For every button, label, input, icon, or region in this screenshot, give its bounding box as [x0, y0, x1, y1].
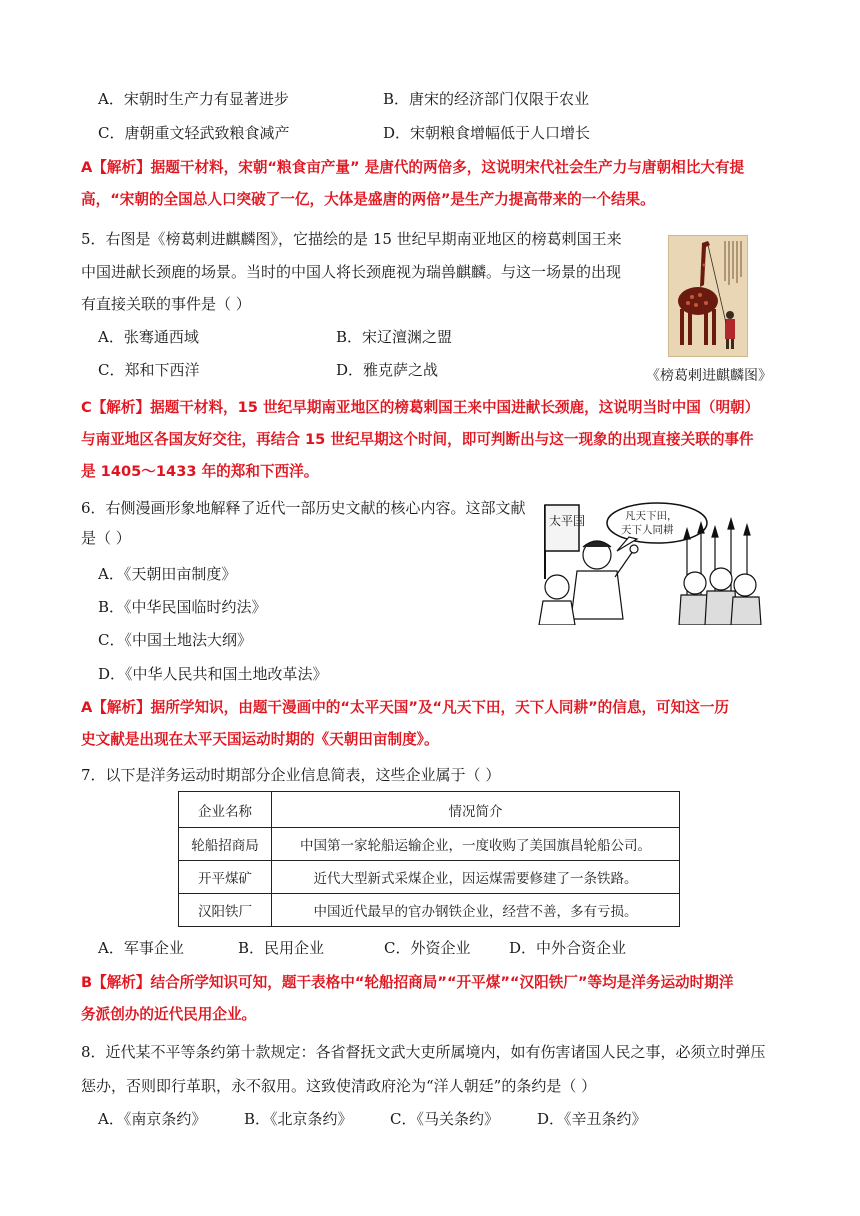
table-header-row: [179, 792, 680, 828]
q7-analysis-line: 务派创办的近代民用企业。: [81, 1006, 257, 1023]
q5-option-b: B．宋辽澶渊之盟: [336, 328, 453, 346]
table-header-desc: 情况简介: [272, 792, 680, 828]
q5-option-a: A．张骞通西域: [98, 328, 199, 346]
table-row: [179, 828, 680, 861]
q5-option-c: C．郑和下西洋: [98, 361, 200, 379]
table-row: [179, 861, 680, 894]
table-cell: 中国近代最早的官办钢铁企业，经营不善，多有亏损。: [272, 894, 680, 927]
cartoon-bubble-line1: 凡天下田，: [625, 510, 678, 522]
q6-option-d: D．《中华人民共和国土地改革法》: [98, 665, 328, 683]
table-row: [179, 894, 680, 927]
table-cell: 近代大型新式采煤企业，因运煤需要修建了一条铁路。: [272, 861, 680, 894]
q8-stem-line: 8．近代某不平等条约第十款规定：各省督抚文武大吏所属境内，如有伤害诸国人民之事，必须立时弹压: [81, 1043, 766, 1061]
q4-analysis-line: 高，“宋朝的全国总人口突破了一亿，大体是盛唐的两倍”是生产力提高带来的一个结果。: [81, 191, 655, 208]
q7-option-b: B．民用企业: [238, 939, 325, 957]
q5-analysis-line: C【解析】据题干材料，15 世纪早期南亚地区的榜葛剌国王来中国进献长颈鹿，这说明当时中国（明朝）: [81, 399, 760, 416]
q8-stem-line: 惩办，否则即行革职，永不叙用。这致使清政府沦为“洋人朝廷”的条约是（ ）: [81, 1077, 597, 1095]
table-cell: 开平煤矿: [179, 861, 272, 894]
q5-analysis-line: 是 1405～1433 年的郑和下西洋。: [81, 463, 319, 480]
q4-option-b: B．唐宋的经济部门仅限于农业: [383, 90, 590, 108]
cartoon-flag-text: 太平国: [549, 514, 586, 528]
q5-analysis-line: 与南亚地区各国友好交往，再结合 15 世纪早期这个时间，即可判断出与这一现象的出现直接关联的事件: [81, 431, 754, 448]
q4-option-a: A．宋朝时生产力有显著进步: [98, 90, 289, 108]
q7-analysis-line: B【解析】结合所学知识可知，题干表格中“轮船招商局”“开平煤”“汉阳铁厂”等均是洋务运动时期洋: [81, 974, 734, 991]
q5-stem-line: 中国进献长颈鹿的场景。当时的中国人将长颈鹿视为瑞兽麒麟。与这一场景的出现: [81, 263, 622, 281]
q6-option-b: B．《中华民国临时约法》: [98, 598, 267, 616]
q7-option-a: A．军事企业: [98, 939, 184, 957]
q6-stem-line: 6．右侧漫画形象地解释了近代一部历史文献的核心内容。这部文献: [81, 499, 526, 517]
enterprise-table: [178, 791, 680, 927]
q8-option-b: B．《北京条约》: [244, 1110, 353, 1128]
q6-analysis-line: 史文献是出现在太平天国运动时期的《天朝田亩制度》。: [81, 731, 439, 748]
cartoon-bubble-line2: 天下人同耕: [621, 524, 674, 536]
q8-option-d: D．《辛丑条约》: [537, 1110, 647, 1128]
giraffe-painting-caption: 《榜葛剌进麒麟图》: [646, 368, 772, 384]
table-header-name: 企业名称: [179, 792, 272, 828]
q6-option-c: C．《中国土地法大纲》: [98, 631, 252, 649]
q5-stem-line: 有直接关联的事件是（ ）: [81, 295, 251, 313]
q8-option-a: A．《南京条约》: [98, 1110, 207, 1128]
q7-option-d: D．中外合资企业: [509, 939, 627, 957]
q4-option-d: D．宋朝粮食增幅低于人口增长: [383, 124, 591, 142]
q6-analysis-line: A【解析】据所学知识，由题干漫画中的“太平天国”及“凡天下田，天下人同耕”的信息，可知这一历: [81, 699, 730, 716]
q8-option-c: C．《马关条约》: [390, 1110, 499, 1128]
q5-option-d: D．雅克萨之战: [336, 361, 439, 379]
q4-option-c: C．唐朝重文轻武致粮食减产: [98, 124, 290, 142]
q6-stem-line: 是（ ）: [81, 529, 131, 547]
q5-stem-line: 5．右图是《榜葛剌进麒麟图》，它描绘的是 15 世纪早期南亚地区的榜葛剌国王来: [81, 230, 622, 248]
q7-stem: 7．以下是洋务运动时期部分企业信息简表，这些企业属于（ ）: [81, 766, 501, 784]
giraffe-painting-image: [668, 235, 748, 357]
q6-option-a: A．《天朝田亩制度》: [98, 565, 237, 583]
table-cell: 中国第一家轮船运输企业，一度收购了美国旗昌轮船公司。: [272, 828, 680, 861]
table-cell: 汉阳铁厂: [179, 894, 272, 927]
q4-analysis-line: A【解析】据题干材料，宋朝“粮食亩产量” 是唐代的两倍多，这说明宋代社会生产力与唐朝相比大有提: [81, 159, 745, 176]
q7-option-c: C．外资企业: [384, 939, 471, 957]
taiping-cartoon-image: [537, 499, 769, 625]
table-cell: 轮船招商局: [179, 828, 272, 861]
